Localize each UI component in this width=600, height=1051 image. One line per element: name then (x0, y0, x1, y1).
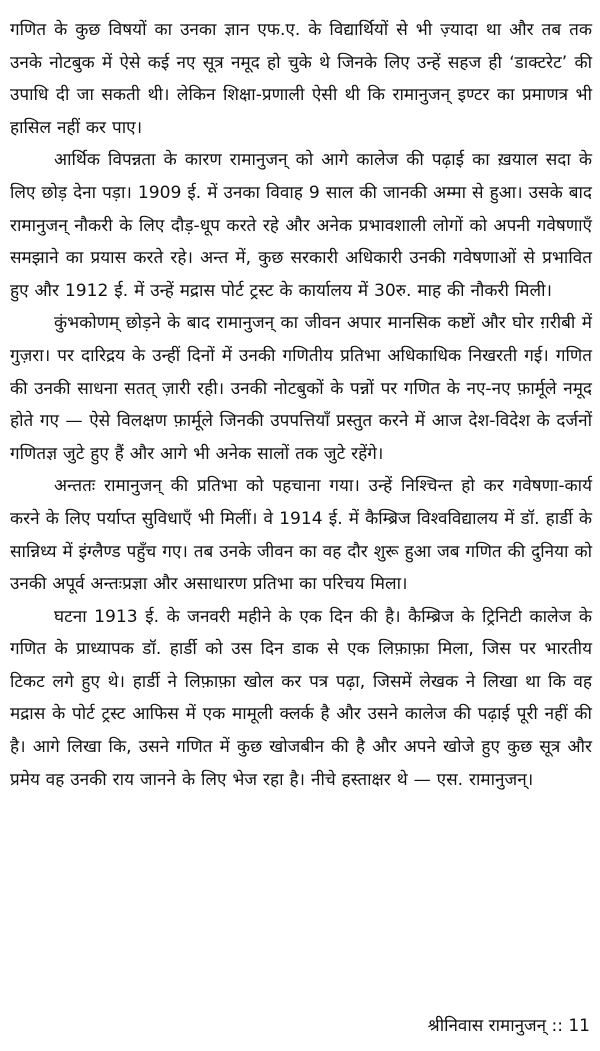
page-footer (428, 1013, 590, 1036)
paragraph-1: गणित के कुछ विषयों का उनका ज्ञान एफ.ए. के विद्यार्थियों से भी ज़्यादा था और तब तक उनके नोटबुक में ऐसे कई नए सूत्र नमूद हो चुके थे जिनके लिए उन्हें सहज ही ‘डाक्टरेट’ की उपाधि दी जा सकती थी। लेकिन शिक्षा-प्रणाली ऐसी थी कि रामानुजन् इण्टर का प्रमाणत्र भी हासिल नहीं कर पाए। (10, 20, 592, 138)
running-title-page-number: श्रीनिवास रामानुजन् :: 11 (427, 1016, 590, 1036)
paragraph-5: घटना 1913 ई. के जनवरी महीने के एक दिन की है। कैम्ब्रिज के ट्रिनिटी कालेज के गणित के प्राध्यापक डॉ. हार्डी को उस दिन डाक से एक लिफ़ाफ़ा मिला, जिस पर भारतीय टिकट लगे हुए थे। हार्डी ने लिफ़ाफ़ा खोल कर पत्र पढ़ा, जिसमें लेखक ने लिखा था कि वह मद्रास के पोर्ट ट्रस्ट आफिस में एक मामूली क्लर्क है और उसने कालेज की पढ़ाई पूरी नहीं की है। आगे लिखा कि, उसने गणित में कुछ खोजबीन की है और अपने खोजे हुए कुछ सूत्र और प्रमेय वह उनकी राय जानने के लिए भेज रहा है। नीचे हस्ताक्षर थे — एस. रामानुजन्। (10, 606, 592, 790)
paragraph-2: आर्थिक विपन्नता के कारण रामानुजन् को आगे कालेज की पढ़ाई का ख़याल सदा के लिए छोड़ देना पड़ा। 1909 ई. में उनका विवाह 9 साल की जानकी अम्मा से हुआ। उसके बाद रामानुजन् नौकरी के लिए दौड़-धूप करते रहे और अनेक प्रभावशाली लोगों को अपनी गवेषणाएँ समझाने का प्रयास करते रहे। अन्त में, कुछ सरकारी अधिकारी उनकी गवेषणाओं से प्रभावित हुए और 1912 ई. में उन्हें मद्रास पोर्ट ट्रस्ट के कार्यालय में 30रु. माह की नौकरी मिली। (10, 150, 592, 301)
paragraph-4: अन्ततः रामानुजन् की प्रतिभा को पहचाना गया। उन्हें निश्चिन्त हो कर गवेषणा-कार्य करने के लिए पर्याप्त सुविधाएँ भी मिलीं। वे 1914 ई. में कैम्ब्रिज विश्वविद्यालय में डॉ. हार्डी के सान्निध्य में इंग्लैण्ड पहुँच गए। तब उनके जीवन का वह दौर शुरू हुआ जब गणित की दुनिया को उनकी अपूर्व अन्तःप्रज्ञा और असाधारण प्रतिभा का परिचय मिला। (10, 476, 592, 595)
page-body (10, 14, 592, 796)
paragraph-3: कुंभकोणम् छोड़ने के बाद रामानुजन् का जीवन अपार मानसिक कष्टों और घोर ग़रीबी में गुज़रा। पर दारिद्रय के उन्हीं दिनों में उनकी गणितीय प्रतिभा अधिकाधिक निखरती गई। गणित की उनकी साधना सतत् ज़ारी रही। उनकी नोटबुकों के पन्नों पर गणित के नए-नए फ़ार्मूले नमूद होते गए — ऐसे विलक्षण फ़ार्मूले जिनकी उपपत्तियाँ प्रस्तुत करने में आज देश-विदेश के दर्जनों गणितज्ञ जुटे हुए हैं और आगे भी अनेक सालों तक जुटे रहेंगे। (10, 313, 592, 464)
